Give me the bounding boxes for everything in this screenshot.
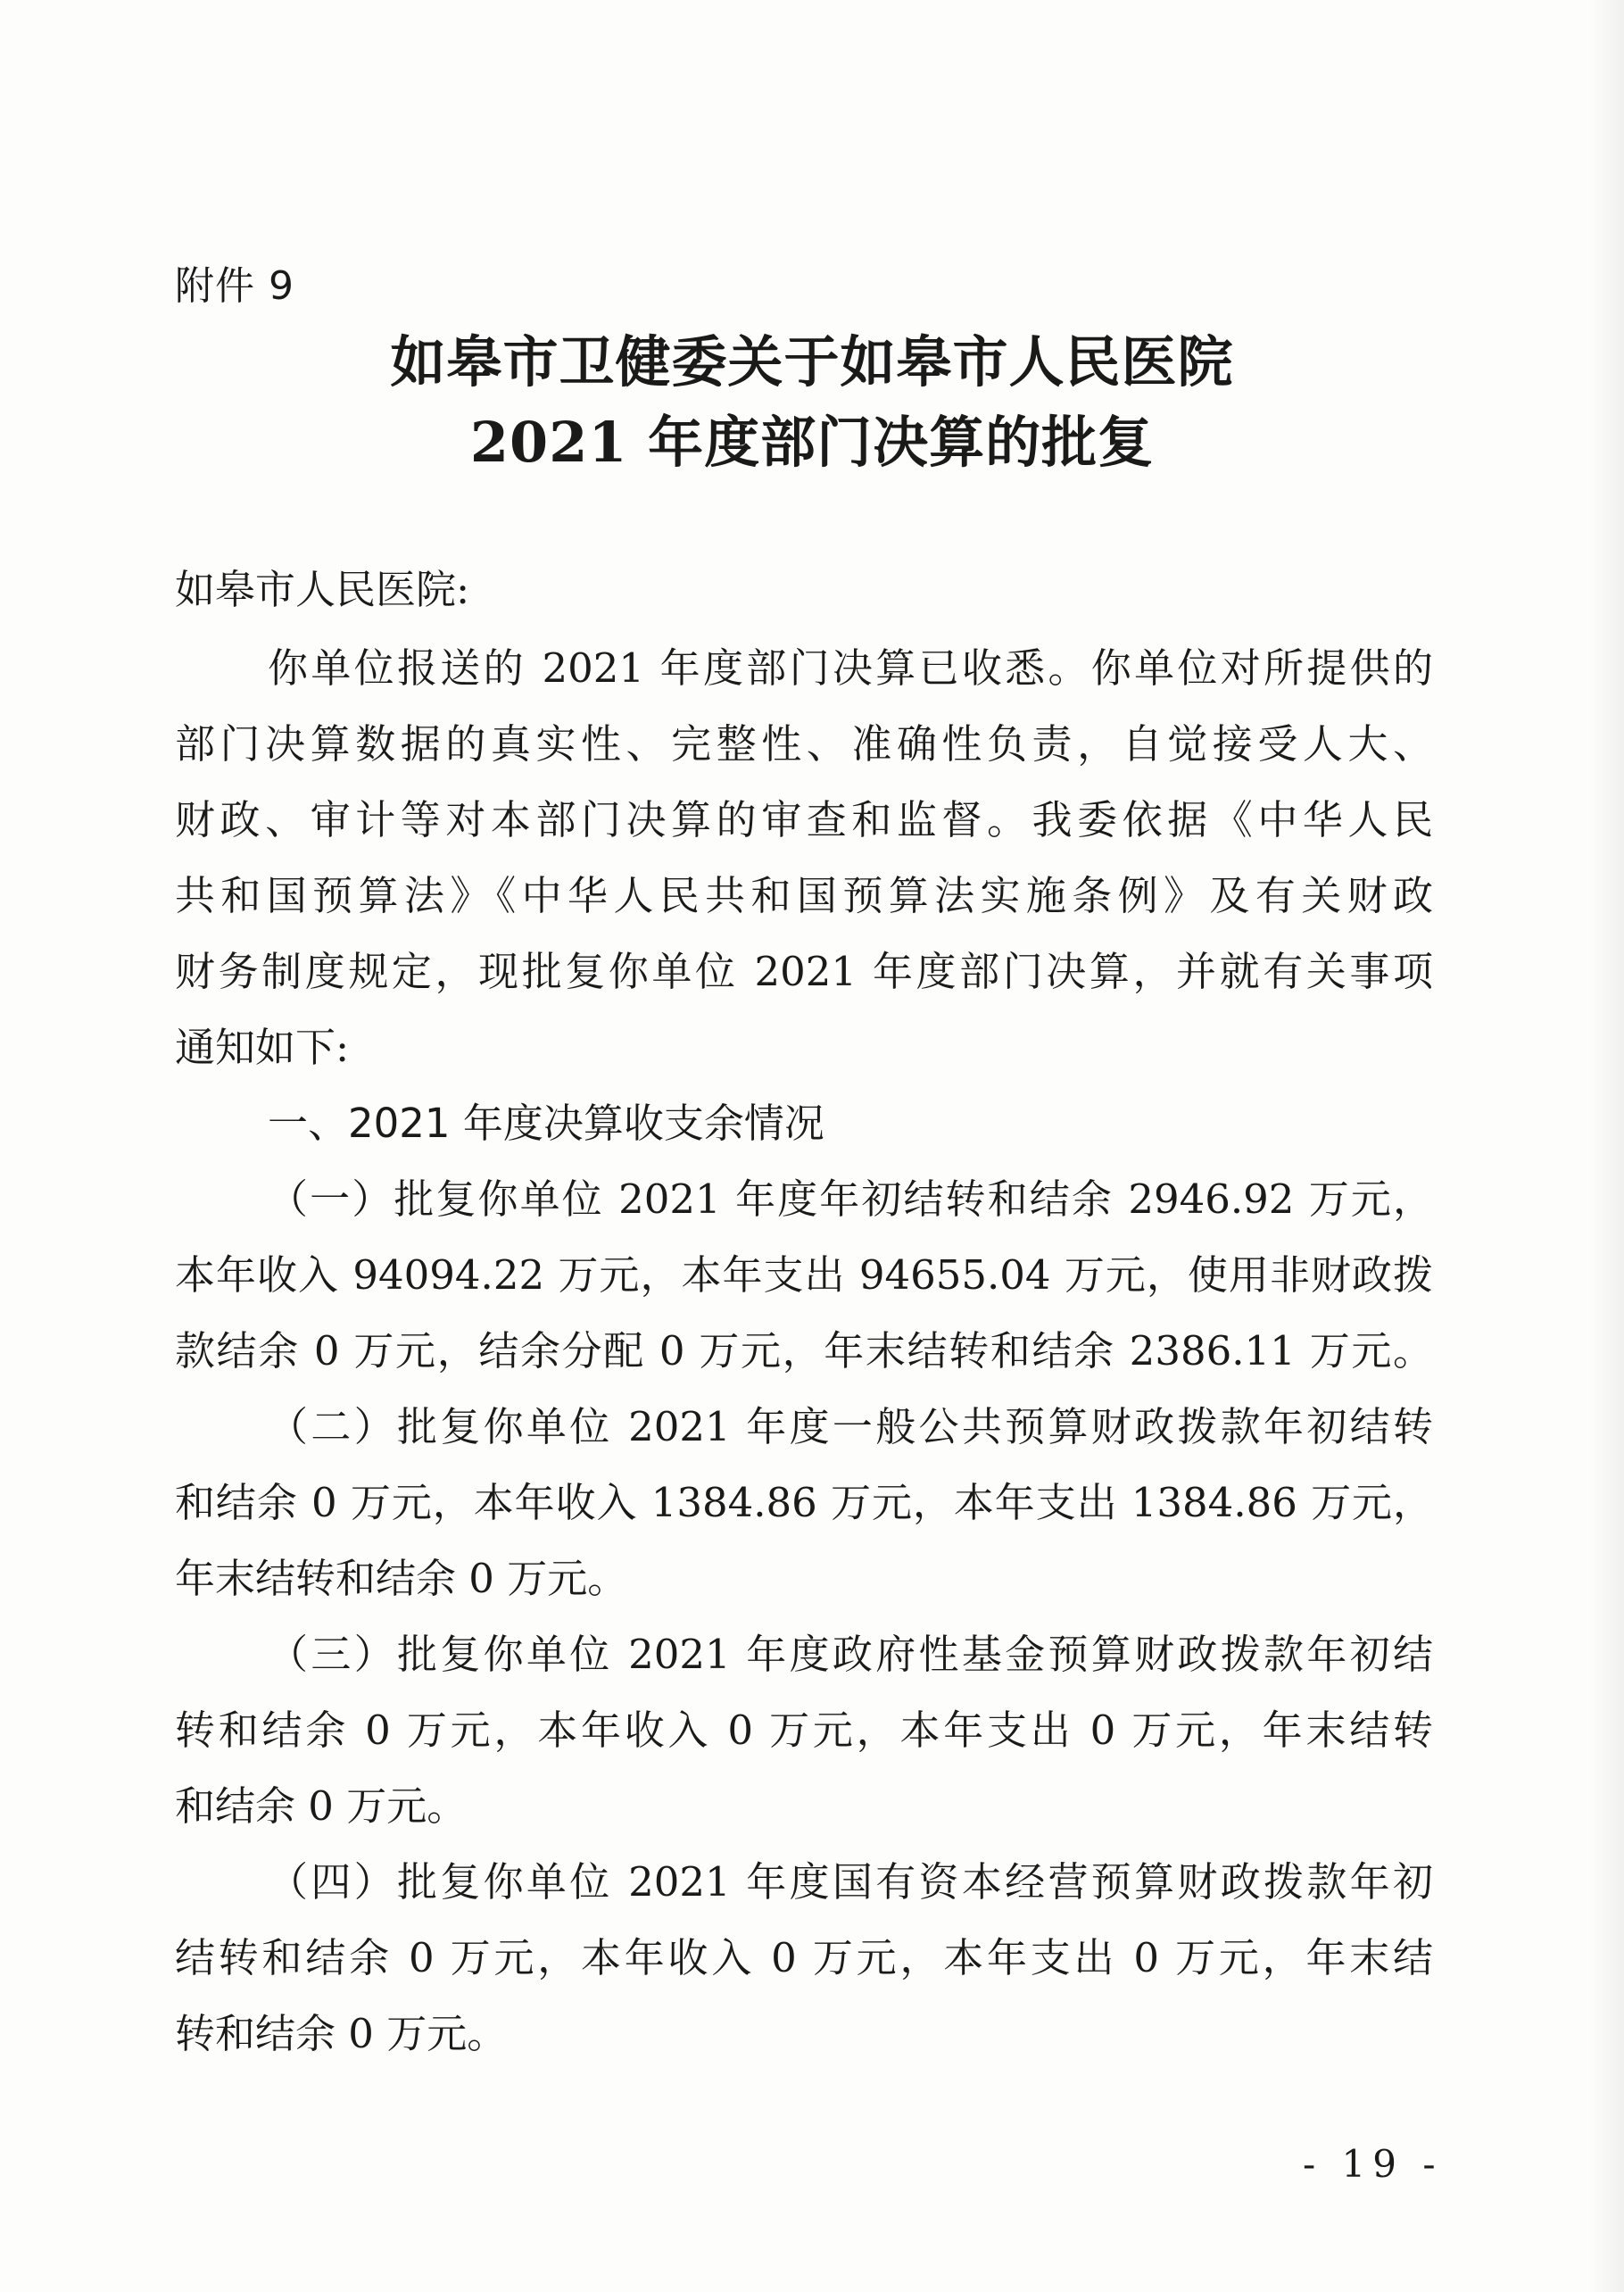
body-text-line: 和结余 0 万元，本年收入 1384.86 万元，本年支出 1384.86 万元，: [175, 1479, 1433, 1526]
document-title-line-1: 如皋市卫健委关于如皋市人民医院: [390, 329, 1234, 394]
body-text-line: 本年收入 94094.22 万元，本年支出 94655.04 万元，使用非财政拨: [175, 1251, 1433, 1299]
body-text-line: 通知如下:: [175, 1024, 350, 1071]
salutation: 如皋市人民医院:: [175, 566, 470, 613]
section-heading: 一、2021 年度决算收支余情况: [268, 1100, 824, 1147]
body-text-line: （三）批复你单位 2021 年度政府性基金预算财政拨款年初结: [268, 1631, 1433, 1678]
body-text-line: 部门决算数据的真实性、完整性、准确性负责，自觉接受人大、: [175, 720, 1433, 768]
body-text-line: 转和结余 0 万元。: [175, 2010, 508, 2057]
body-text-line: （二）批复你单位 2021 年度一般公共预算财政拨款年初结转: [268, 1403, 1433, 1450]
attachment-label: 附件 9: [175, 263, 294, 309]
document-body: [175, 630, 1433, 2072]
body-text-line: 结转和结余 0 万元，本年收入 0 万元，本年支出 0 万元，年末结: [175, 1934, 1433, 1981]
body-text-line: 款结余 0 万元，结余分配 0 万元，年末结转和结余 2386.11 万元。: [175, 1327, 1433, 1374]
document-title-line-2: 2021 年度部门决算的批复: [469, 410, 1155, 475]
body-text-line: （四）批复你单位 2021 年度国有资本经营预算财政拨款年初: [268, 1858, 1433, 1906]
body-text-line: 财务制度规定，现批复你单位 2021 年度部门决算，并就有关事项: [175, 948, 1433, 995]
body-text-line: 财政、审计等对本部门决算的审查和监督。我委依据《中华人民: [175, 796, 1433, 843]
body-text-line: 转和结余 0 万元，本年收入 0 万元，本年支出 0 万元，年末结转: [175, 1707, 1433, 1754]
body-text-line: 你单位报送的 2021 年度部门决算已收悉。你单位对所提供的: [268, 644, 1433, 692]
page-number: - 19 -: [1303, 2142, 1443, 2186]
body-text-line: 年末结转和结余 0 万元。: [175, 1555, 628, 1602]
body-text-line: 共和国预算法》《中华人民共和国预算法实施条例》及有关财政: [175, 872, 1433, 919]
body-text-line: 和结余 0 万元。: [175, 1782, 468, 1830]
body-text-line: （一）批复你单位 2021 年度年初结转和结余 2946.92 万元，: [268, 1175, 1433, 1223]
